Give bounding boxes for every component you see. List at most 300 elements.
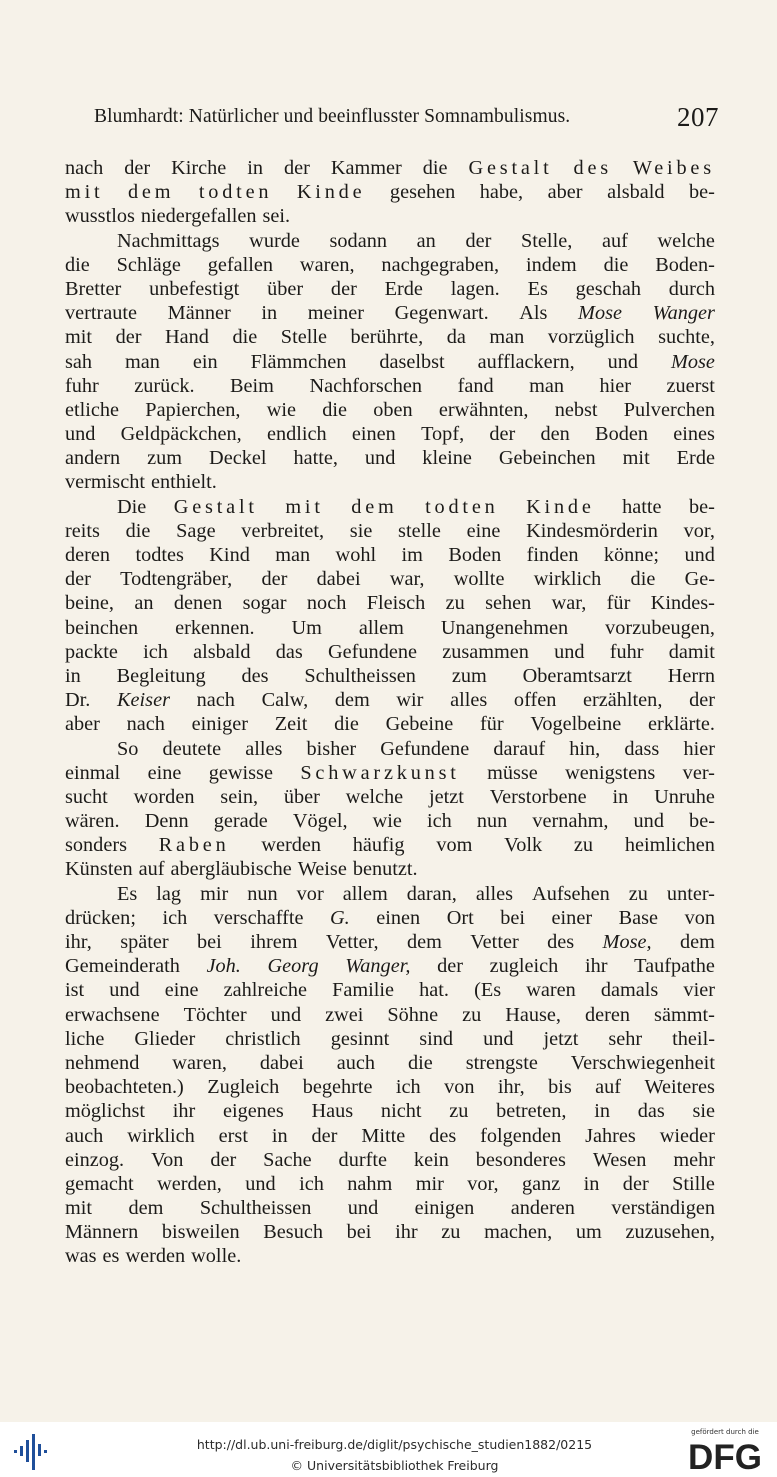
text-word: mit (65, 326, 93, 349)
text-word: wie (372, 810, 402, 833)
text-word: für (606, 592, 631, 615)
text-word: sei. (262, 205, 291, 228)
text-word: Erde (676, 447, 715, 470)
text-word: meiner (307, 302, 365, 325)
text-word: wusstlos (65, 205, 135, 228)
text-word: an (134, 592, 154, 615)
text-word: in (583, 1172, 600, 1195)
text-word: Joh. (206, 955, 241, 978)
text-word: eine (147, 761, 182, 784)
text-word: hier (599, 374, 632, 397)
text-line (65, 1244, 715, 1268)
text-word: beobachteten.) (65, 1076, 184, 1099)
text-word: Weiteres (644, 1076, 715, 1099)
text-line (65, 301, 715, 325)
text-word: deren (585, 1003, 631, 1026)
text-word: Schultheissen (304, 664, 416, 687)
text-word: sodann (329, 229, 387, 252)
text-word: kein (413, 1148, 449, 1171)
text-line (65, 374, 715, 398)
text-word: ihr (172, 1100, 196, 1123)
text-line (65, 253, 715, 277)
text-word: ihr (395, 1221, 418, 1244)
text-word: niedergefallen (140, 205, 257, 228)
text-word: Töchter (183, 1003, 247, 1026)
text-line (65, 640, 715, 664)
text-word: der (622, 1172, 649, 1195)
text-word: später (120, 931, 169, 953)
text-word: waren, (299, 253, 355, 276)
text-word: die (232, 326, 258, 349)
text-word: dem (334, 689, 370, 712)
text-word: Kindes- (650, 592, 715, 615)
text-word: dem (127, 181, 175, 204)
text-word: gerade (213, 810, 268, 833)
text-word: wirklich (533, 568, 602, 591)
text-line (65, 833, 715, 857)
text-word: folgenden (480, 1124, 562, 1147)
text-word: Familie (332, 979, 395, 1002)
text-word: werden (125, 1245, 186, 1268)
text-word: in (594, 1100, 610, 1123)
text-word: einigen (414, 1197, 475, 1220)
text-word: oben (373, 398, 413, 421)
text-word: sie (349, 519, 373, 542)
text-word: Mose (670, 350, 715, 373)
text-word: Boden (448, 544, 502, 566)
text-line (65, 1027, 715, 1051)
text-word: erwachsene (65, 1003, 160, 1026)
text-word: zugleich (489, 955, 559, 978)
text-word: was (65, 1245, 97, 1268)
text-word: Hand (165, 326, 209, 349)
text-word: daselbst (379, 350, 445, 373)
text-word: zuzusehen, (625, 1221, 715, 1244)
text-word: Aufsehen (532, 882, 610, 905)
text-word: es (102, 1245, 120, 1268)
text-word: des (429, 1124, 457, 1147)
text-word: erst (218, 1124, 248, 1147)
text-word: deren (65, 544, 111, 566)
text-word: Gemeinderath (65, 955, 180, 978)
text-word: Kinde (296, 181, 366, 204)
text-word: aufflackern, (477, 350, 575, 373)
text-word: ihr, (65, 931, 92, 953)
text-word: Gebeinchen (498, 447, 596, 470)
text-word: mit (285, 495, 324, 518)
text-word: in (247, 157, 264, 179)
text-word: zu (573, 834, 594, 857)
text-word: hatte (622, 495, 662, 518)
text-word: packte (65, 640, 118, 663)
text-word: Gestalt (468, 157, 553, 179)
text-word: ver- (682, 761, 715, 784)
text-word: die (65, 253, 90, 276)
text-line (65, 543, 715, 567)
text-word: Männer (167, 302, 231, 325)
text-word: zusammen (442, 640, 529, 663)
text-word: sind (419, 1027, 454, 1050)
text-word: die (322, 398, 348, 421)
text-word: nach (126, 713, 165, 736)
text-word: Glieder (134, 1027, 196, 1050)
text-word: über (267, 277, 304, 300)
text-word: sehen (485, 592, 532, 615)
text-word: welche (345, 785, 404, 808)
text-word: erklärte. (647, 713, 715, 736)
text-word: damit (668, 640, 715, 663)
text-line (65, 954, 715, 978)
text-word: bei (346, 1221, 372, 1244)
text-line (65, 277, 715, 301)
text-word: Zugleich (207, 1076, 280, 1099)
text-word: theil- (672, 1027, 715, 1050)
text-word: zwei (325, 1003, 364, 1026)
text-line (65, 1003, 715, 1027)
text-word: Geldpäckchen, (120, 423, 242, 446)
text-line (65, 446, 715, 470)
text-word: in (271, 1124, 288, 1147)
text-word: Bretter (65, 277, 122, 300)
text-word: bei (197, 931, 222, 953)
text-line (65, 737, 715, 761)
text-word: allem (342, 882, 388, 905)
text-word: und (554, 640, 585, 663)
text-word: suchte, (658, 326, 715, 349)
text-word: von (444, 1076, 475, 1099)
text-word: berührte, (350, 326, 424, 349)
text-word: beinchen (65, 616, 139, 639)
text-line (65, 1051, 715, 1075)
text-word: nachgegraben, (381, 253, 500, 276)
text-line (65, 857, 715, 881)
text-word: vorzüglich (547, 326, 635, 349)
text-word: bei (500, 906, 526, 929)
text-line (65, 906, 715, 930)
text-word: ich (143, 640, 168, 663)
text-word: da (446, 326, 466, 349)
text-word: einzog. (65, 1148, 125, 1171)
text-word: und (364, 447, 396, 470)
text-word: die (408, 1051, 433, 1074)
text-word: Ge- (684, 568, 715, 591)
text-word: wirklich (127, 1124, 195, 1147)
text-word: der (437, 955, 463, 978)
text-word: und (483, 1027, 514, 1050)
text-word: Weibes (632, 157, 715, 179)
text-word: Deckel (209, 447, 267, 470)
text-word: zu (449, 1100, 469, 1123)
text-word: und (270, 1003, 302, 1026)
text-word: Die (117, 495, 147, 518)
text-word: indem (525, 253, 577, 276)
text-word: war, (389, 568, 425, 591)
text-word: in (612, 785, 629, 808)
text-word: alsbald (607, 181, 665, 204)
text-word: um (575, 1221, 602, 1244)
text-line (65, 1172, 715, 1196)
text-word: allem (358, 616, 404, 639)
text-word: todten (425, 495, 499, 518)
text-word: und (109, 979, 140, 1002)
text-word: in (261, 302, 278, 325)
text-line (65, 1099, 715, 1123)
text-word: dem (128, 1197, 164, 1220)
text-word: andern (65, 447, 121, 470)
text-word: Begleitung (116, 664, 206, 687)
text-word: Hause, (505, 1003, 561, 1026)
text-word: nun (247, 882, 278, 905)
text-word: dem (406, 931, 442, 953)
text-word: auch (65, 1124, 104, 1147)
text-word: aber (547, 181, 583, 204)
text-word: gesehen (389, 181, 456, 204)
text-line (65, 930, 715, 954)
text-word: unbefestigt (149, 277, 240, 300)
svg-text:DFG: DFG (688, 1438, 762, 1473)
text-word: sehr (608, 1027, 643, 1050)
text-word: wolle. (191, 1245, 242, 1268)
text-word: Jahres (585, 1124, 636, 1147)
text-word: möglichst (65, 1100, 145, 1123)
text-word: Von (151, 1148, 184, 1171)
text-word: in (65, 664, 81, 687)
text-word: nicht (380, 1100, 422, 1123)
text-word: daran, (406, 882, 457, 905)
running-head: Blumhardt: Natürlicher und beeinflusster Somnambulismus. (94, 106, 571, 127)
text-word: werden (261, 834, 321, 857)
text-line (65, 1075, 715, 1099)
text-word: des (547, 931, 575, 953)
text-word: und (347, 1197, 379, 1220)
text-word: gemacht (65, 1172, 134, 1195)
text-word: Weise (297, 858, 347, 881)
text-word: bisweilen (161, 1221, 240, 1244)
text-word: und (65, 423, 96, 446)
text-line (65, 229, 715, 253)
text-word: Stille (672, 1172, 715, 1195)
text-word: wohl (335, 544, 377, 566)
text-word: jetzt (543, 1027, 579, 1050)
text-word: mit (65, 1197, 93, 1220)
text-word: nun (476, 810, 508, 833)
text-word: vertraute (65, 302, 138, 325)
text-word: erkennen. (175, 616, 255, 639)
text-word: hatte, (293, 447, 338, 470)
text-line (65, 688, 715, 712)
text-word: gesinnt (330, 1027, 390, 1050)
text-word: sogar (242, 592, 287, 615)
text-word: Base (618, 906, 659, 929)
text-word: gewisse (208, 761, 273, 784)
text-word: vom (436, 834, 473, 857)
text-word: Boden- (655, 253, 715, 276)
text-word: Dr. (65, 689, 91, 712)
text-line (65, 350, 715, 374)
text-word: der (311, 1124, 338, 1147)
text-word: die (422, 157, 448, 179)
text-line (65, 567, 715, 591)
text-word: Denn (144, 810, 189, 833)
text-word: Verstorbene (489, 785, 587, 808)
text-word: eine (466, 519, 501, 542)
text-word: sämmt- (654, 1003, 715, 1026)
text-word: die (125, 519, 151, 542)
text-word: eigenes (222, 1100, 284, 1123)
text-word: liche (65, 1027, 105, 1050)
text-word: zu (462, 1003, 482, 1026)
text-word: war, (551, 592, 587, 615)
text-word: im (401, 544, 423, 566)
text-word: verbreitet, (241, 519, 325, 542)
text-word: wenigstens (565, 761, 656, 784)
text-word: einen (351, 423, 396, 446)
text-word: Vögel, (292, 810, 348, 833)
text-word: Künsten (65, 858, 133, 881)
text-word: der (465, 229, 492, 252)
text-word: zu (445, 592, 465, 615)
text-word: waren (526, 979, 576, 1002)
text-word: habe, (479, 181, 524, 204)
text-word: auf (138, 858, 165, 881)
text-line (65, 1220, 715, 1244)
text-word: enthielt. (150, 471, 217, 494)
text-word: Gegenwart. (394, 302, 489, 325)
text-word: heimlichen (624, 834, 715, 857)
text-word: eines (673, 423, 715, 446)
text-word: wollte (453, 568, 505, 591)
text-word: sie (692, 1100, 715, 1123)
text-word: ihrem (250, 931, 298, 953)
text-line (65, 204, 715, 228)
text-word: Schultheissen (199, 1197, 312, 1220)
text-word: der (210, 1148, 237, 1171)
source-url: http://dl.ub.uni-freiburg.de/diglit/psychische_studien1882/0215 (196, 1437, 593, 1452)
text-word: das (637, 1100, 665, 1123)
text-word: sein, (220, 785, 259, 808)
text-line (65, 591, 715, 615)
text-word: kleine (422, 447, 472, 470)
text-word: todten (198, 181, 273, 204)
text-word: denen (173, 592, 223, 615)
text-word: hier (683, 737, 715, 760)
text-word: Söhne (387, 1003, 439, 1026)
text-word: wie (266, 398, 296, 421)
text-word: bis (548, 1076, 572, 1099)
text-word: Volk (504, 834, 543, 857)
text-word: Kinde (526, 495, 595, 518)
text-word: Raben (158, 834, 230, 857)
text-word: und (684, 544, 715, 566)
text-word: wurde (249, 229, 300, 252)
text-line (65, 398, 715, 422)
text-word: einer (551, 906, 593, 929)
text-line (65, 712, 715, 736)
text-word: alles (450, 689, 488, 712)
text-word: darauf (493, 737, 546, 760)
text-word: be- (689, 181, 715, 204)
text-word: Gefundene (380, 737, 470, 760)
text-word: worden (133, 785, 195, 808)
text-word: aber (65, 713, 100, 736)
text-word: das (275, 640, 303, 663)
text-word: der (65, 568, 91, 591)
text-word: der (330, 277, 357, 300)
text-word: Oberamtsarzt (522, 664, 632, 687)
text-word: abergläubische (170, 858, 292, 881)
text-word: besonderes (475, 1148, 566, 1171)
text-word: der (115, 326, 142, 349)
text-line (65, 470, 715, 494)
text-word: hin, (569, 737, 601, 760)
text-word: über (283, 785, 320, 808)
text-word: G. (330, 906, 350, 929)
text-word: dass (624, 737, 660, 760)
text-word: Verschwiegenheit (570, 1051, 715, 1074)
text-word: betreten, (496, 1100, 567, 1123)
text-word: zuerst (666, 374, 715, 397)
text-word: der (689, 689, 715, 712)
text-word: Todtengräber, (120, 568, 233, 591)
text-line (65, 1124, 715, 1148)
text-word: reits (65, 519, 100, 542)
text-word: für (479, 713, 504, 736)
text-word: Gestalt (173, 495, 258, 518)
text-word: erzählten, (583, 689, 663, 712)
text-word: Fleisch (366, 592, 426, 615)
text-word: vorzubeugen, (605, 616, 715, 639)
text-word: Wanger (652, 302, 715, 325)
text-line (65, 180, 715, 204)
text-word: man (125, 350, 160, 373)
text-line (65, 616, 715, 640)
text-word: Männern (65, 1221, 139, 1244)
text-word: Zeit (274, 713, 308, 736)
text-word: Nachforschen (309, 374, 423, 397)
text-word: gefallen (207, 253, 274, 276)
text-word: müsse (487, 761, 538, 784)
text-word: fuhr (65, 374, 99, 397)
text-word: ist (65, 979, 85, 1002)
text-word: und (633, 810, 664, 833)
text-word: Unruhe (654, 785, 715, 808)
text-word: vier (683, 979, 715, 1002)
text-word: be- (689, 810, 715, 833)
text-word: Vogelbeine (530, 713, 622, 736)
text-word: mehr (673, 1148, 715, 1171)
text-word: Wanger, (345, 955, 411, 978)
text-word: vor, (683, 519, 715, 542)
text-word: die (334, 713, 359, 736)
text-word: Schwarzkunst (300, 761, 460, 784)
text-word: man (275, 544, 311, 566)
text-word: auch (336, 1051, 376, 1074)
text-word: einen (376, 906, 421, 929)
text-word: Sage (176, 519, 216, 542)
text-word: dabei (259, 1051, 304, 1074)
text-word: ihr, (497, 1076, 525, 1099)
text-word: vermischt (65, 471, 145, 494)
text-word: christlich (225, 1027, 301, 1050)
text-line (65, 761, 715, 785)
text-word: fand (457, 374, 494, 397)
text-word: fuhr (609, 640, 644, 663)
text-word: vor, (467, 1172, 499, 1195)
text-word: werden, (157, 1172, 222, 1195)
text-word: häufig (352, 834, 405, 857)
text-word: Als (519, 302, 548, 325)
text-word: Gebeine (385, 713, 454, 736)
